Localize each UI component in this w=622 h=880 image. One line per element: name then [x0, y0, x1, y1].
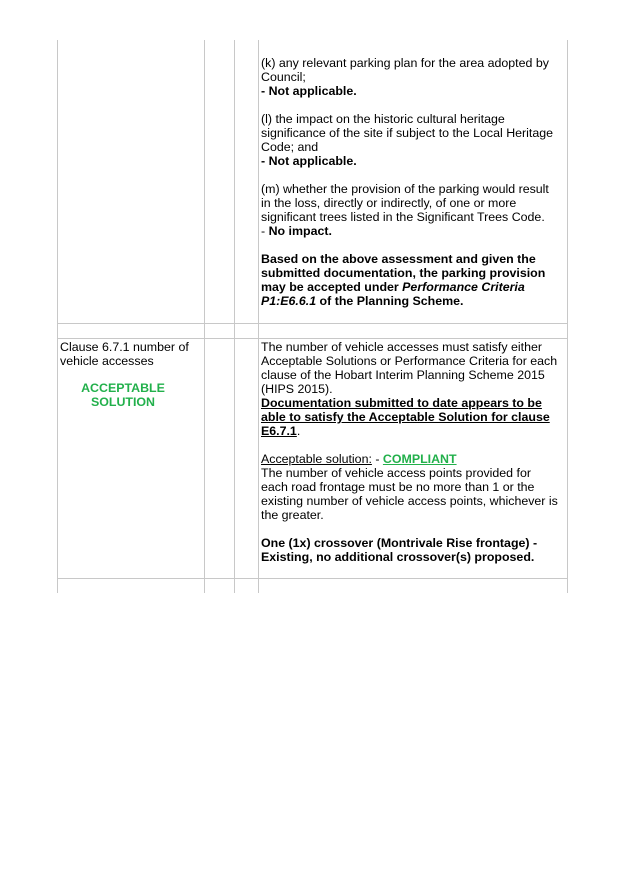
table-border-col2 [204, 40, 205, 593]
compliant-status: COMPLIANT [382, 452, 457, 466]
vehicle-access-intro: The number of vehicle accesses must satisfy either Acceptable Solutions or Performance Criteria for each clause of the Hobart Interim Planning Scheme 2015 (HIPS 2015). [261, 340, 558, 396]
criterion-m-text: (m) whether the provision of the parking would result in the loss, directly or indirectly, of one or more significant trees listed in the Significant Trees Code. [261, 182, 549, 224]
table-border-right [567, 40, 568, 593]
acceptable-solution-text: The number of vehicle access points provided for each road frontage must be no more than 1 or the existing number of vehicle access points, whichever is the greater. [261, 466, 558, 522]
assessment-cell-accesses [261, 340, 561, 564]
criterion-l [261, 112, 561, 168]
criterion-l-text: (l) the impact on the historic cultural heritage significance of the site if subject to the Local Heritage Code; and [261, 112, 554, 154]
criterion-m-result-prefix: - [261, 224, 269, 238]
table-border-col4 [258, 40, 259, 593]
parking-conclusion [261, 252, 561, 308]
clause-title: Clause 6.7.1 number of vehicle accesses [60, 340, 189, 368]
clause-cell [58, 340, 202, 409]
criterion-l-result: - Not applicable. [261, 154, 357, 168]
criterion-k-text: (k) any relevant parking plan for the area adopted by Council; [261, 56, 549, 84]
table-border-left [57, 40, 58, 593]
acceptable-solution-label: Acceptable solution: [261, 452, 372, 466]
documentation-note: Documentation submitted to date appears to be able to satisfy the Acceptable Solution for clause E6.7.1 [261, 396, 550, 438]
acceptable-solution [261, 452, 561, 522]
crossover-finding: One (1x) crossover (Montrivale Rise frontage) - Existing, no additional crossover(s) proposed. [261, 536, 538, 564]
criterion-k [261, 56, 561, 98]
table-row-divider [57, 323, 568, 324]
acceptable-solution-sep: - [371, 452, 383, 466]
table-row-divider [57, 578, 568, 579]
table-border-col3 [234, 40, 235, 593]
table-row-divider [57, 338, 568, 339]
criterion-k-result: - Not applicable. [261, 84, 357, 98]
criterion-m-result: No impact. [268, 224, 332, 238]
parking-conclusion-end: of the Planning Scheme. [316, 294, 464, 308]
parking-conclusion-reference: Performance Criteria P1:E6.6.1 [261, 280, 525, 308]
assessment-cell-parking [261, 56, 561, 308]
vehicle-access-requirement [261, 340, 561, 438]
parking-conclusion-text: Based on the above assessment and given the submitted documentation, the parking provision may be accepted under [261, 252, 546, 294]
documentation-note-end: . [296, 424, 301, 438]
criterion-m [261, 182, 561, 238]
clause-status-badge: ACCEPTABLE SOLUTION [81, 381, 165, 409]
